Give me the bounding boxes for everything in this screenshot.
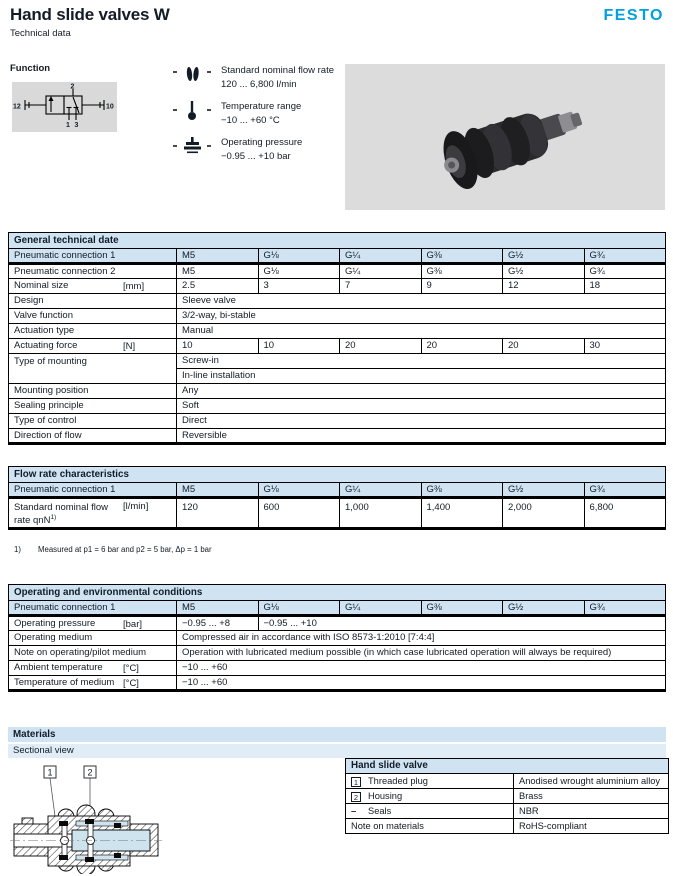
row-label: Note on operating/pilot medium — [9, 646, 177, 661]
section-title: Hand slide valve — [346, 759, 669, 774]
row-label: Actuation type — [9, 324, 177, 339]
general-technical-table — [8, 232, 666, 445]
cell: Operation with lubricated medium possible (in which case lubricated operation will always be required) — [177, 646, 666, 661]
cell: Reversible — [177, 429, 666, 444]
cell: G⅛ — [258, 249, 340, 264]
table-row — [9, 264, 666, 279]
feature-value: −10 ... +60 °C — [221, 115, 280, 126]
material-cell: Brass — [514, 789, 669, 804]
cell: G½ — [503, 601, 585, 616]
cell: Screw-in — [177, 354, 666, 369]
row-label: Temperature of medium [°C] — [9, 676, 177, 691]
valve-schematic — [12, 82, 117, 132]
cell: 6,800 — [584, 498, 666, 529]
table-row — [9, 483, 666, 498]
cell: G¼ — [340, 264, 422, 279]
cell: M5 — [177, 249, 259, 264]
page-subtitle: Technical data — [10, 28, 71, 39]
port-label-3: 3 — [74, 122, 79, 129]
product-photo — [345, 64, 665, 210]
cell: 120 — [177, 498, 259, 529]
cell: 3 — [258, 279, 340, 294]
flow-rate-table — [8, 466, 666, 530]
row-label: Sealing principle — [9, 399, 177, 414]
cell: 30 — [584, 339, 666, 354]
unit-label: [l/min] — [123, 501, 149, 512]
cell: 600 — [258, 498, 340, 529]
feature-value: −0.95 ... +10 bar — [221, 151, 291, 162]
table-row — [346, 804, 669, 819]
cell: 20 — [421, 339, 503, 354]
cell: Any — [177, 384, 666, 399]
thermometer-icon — [172, 100, 212, 128]
part-cell: – Seals — [346, 804, 514, 819]
port-label-1: 1 — [66, 122, 70, 129]
callout-2: 2 — [87, 767, 93, 778]
cell: 1,400 — [421, 498, 503, 529]
table-row — [9, 429, 666, 444]
unit-label: [°C] — [123, 663, 139, 674]
cell: Sleeve valve — [177, 294, 666, 309]
cell: −0.95 ... +8 — [177, 616, 259, 631]
materials-section-title: Materials — [8, 727, 666, 742]
cell: Soft — [177, 399, 666, 414]
festo-logo: FESTO — [603, 7, 664, 24]
part-cell: 1 Threaded plug — [346, 774, 514, 789]
feature-flow-rate — [172, 64, 334, 92]
cell: G⅜ — [421, 249, 503, 264]
cell: G¾ — [584, 601, 666, 616]
item-number-box: 2 — [351, 792, 361, 802]
row-label: Design — [9, 294, 177, 309]
table-row — [346, 789, 669, 804]
cell: G⅛ — [258, 483, 340, 498]
cell: 18 — [584, 279, 666, 294]
row-label: Pneumatic connection 1 — [9, 249, 177, 264]
feature-text — [221, 136, 302, 164]
page-title: Hand slide valves W — [10, 5, 170, 24]
cell: In-line installation — [177, 369, 666, 384]
footnote-text: Measured at p1 = 6 bar and p2 = 5 bar, Δp = 1 bar — [38, 545, 212, 554]
footnote-number: 1) — [14, 545, 21, 554]
cell: G⅛ — [258, 601, 340, 616]
row-label: Pneumatic connection 2 — [9, 264, 177, 279]
cell: 20 — [340, 339, 422, 354]
material-cell: RoHS-compliant — [514, 819, 669, 834]
callout-1: 1 — [47, 767, 53, 778]
table-row — [9, 498, 666, 529]
feature-title: Standard nominal flow rate — [221, 65, 335, 76]
cell: −0.95 ... +10 — [258, 616, 666, 631]
pressure-icon — [172, 136, 212, 164]
cell: G¾ — [584, 249, 666, 264]
table-row — [9, 354, 666, 369]
row-label: Direction of flow — [9, 429, 177, 444]
flow-rate-icon — [172, 64, 212, 92]
footnote — [14, 545, 212, 554]
unit-label: [N] — [123, 341, 136, 352]
table-row — [9, 414, 666, 429]
row-label: Type of mounting — [9, 354, 177, 384]
row-label: Mounting position — [9, 384, 177, 399]
feature-text — [221, 100, 301, 128]
table-row — [9, 324, 666, 339]
section-title: Flow rate characteristics — [9, 467, 666, 483]
cell: 2,000 — [503, 498, 585, 529]
material-cell: Anodised wrought aluminium alloy — [514, 774, 669, 789]
cell: Direct — [177, 414, 666, 429]
feature-title: Operating pressure — [221, 137, 303, 148]
feature-text — [221, 64, 334, 92]
cell: −10 ... +60 — [177, 661, 666, 676]
feature-value: 120 ... 6,800 l/min — [221, 79, 297, 90]
cell: G⅜ — [421, 264, 503, 279]
cell: 10 — [177, 339, 259, 354]
cell: G¾ — [584, 264, 666, 279]
table-row — [346, 819, 669, 834]
materials-table — [345, 758, 669, 834]
table-row — [9, 399, 666, 414]
material-cell: NBR — [514, 804, 669, 819]
cell: 2.5 — [177, 279, 259, 294]
table-row — [9, 601, 666, 616]
cell: G½ — [503, 249, 585, 264]
cell: G¼ — [340, 483, 422, 498]
feature-pressure — [172, 136, 302, 164]
cell: G¼ — [340, 249, 422, 264]
cell: 7 — [340, 279, 422, 294]
row-label: Note on materials — [346, 819, 514, 834]
table-section-header — [9, 585, 666, 601]
row-label: Ambient temperature [°C] — [9, 661, 177, 676]
table-row — [9, 294, 666, 309]
valve-cross-section-icon — [10, 762, 162, 874]
cell: M5 — [177, 601, 259, 616]
footnote-ref: 1) — [50, 513, 57, 521]
row-label: Actuating force [N] — [9, 339, 177, 354]
table-row — [9, 676, 666, 691]
cell: M5 — [177, 264, 259, 279]
cell: Manual — [177, 324, 666, 339]
valve-schematic-icon — [12, 82, 117, 132]
table-row — [9, 661, 666, 676]
row-label: Operating medium — [9, 631, 177, 646]
cell: G¾ — [584, 483, 666, 498]
table-row — [9, 384, 666, 399]
cell: G⅜ — [421, 483, 503, 498]
table-row — [9, 339, 666, 354]
row-label: Pneumatic connection 1 — [9, 601, 177, 616]
cell: 12 — [503, 279, 585, 294]
cell: G½ — [503, 483, 585, 498]
hand-slide-valve-image — [345, 64, 665, 210]
row-label: Operating pressure [bar] — [9, 616, 177, 631]
sectional-view-drawing — [10, 762, 162, 876]
cell: G½ — [503, 264, 585, 279]
row-label: Standard nominal flow [l/min] rate qnN$^{1)}$ — [9, 498, 177, 529]
cell: G¼ — [340, 601, 422, 616]
cell: 3/2-way, bi-stable — [177, 309, 666, 324]
port-label-10: 10 — [106, 103, 114, 111]
port-label-2: 2 — [70, 83, 75, 91]
table-row — [9, 249, 666, 264]
table-row — [9, 646, 666, 661]
feature-temperature — [172, 100, 301, 128]
row-label: Valve function — [9, 309, 177, 324]
cell: G⅛ — [258, 264, 340, 279]
table-row — [9, 616, 666, 631]
sectional-view-label: Sectional view — [8, 744, 666, 758]
cell: 9 — [421, 279, 503, 294]
item-number-box: 1 — [351, 777, 361, 787]
port-label-12: 12 — [13, 103, 21, 111]
section-title: Operating and environmental conditions — [9, 585, 666, 601]
cell: 1,000 — [340, 498, 422, 529]
feature-title: Temperature range — [221, 101, 302, 112]
table-section-header — [9, 233, 666, 249]
cell: 20 — [503, 339, 585, 354]
table-row — [9, 279, 666, 294]
table-row — [346, 774, 669, 789]
row-label: Type of control — [9, 414, 177, 429]
cell: −10 ... +60 — [177, 676, 666, 691]
row-label: Pneumatic connection 1 — [9, 483, 177, 498]
table-row — [9, 631, 666, 646]
cell: M5 — [177, 483, 259, 498]
part-cell: 2 Housing — [346, 789, 514, 804]
cell: 10 — [258, 339, 340, 354]
unit-label: [bar] — [123, 619, 143, 630]
item-dash: – — [351, 806, 357, 816]
table-row — [9, 309, 666, 324]
operating-conditions-table — [8, 584, 666, 692]
section-title: General technical date — [9, 233, 666, 249]
cell: Compressed air in accordance with ISO 8573-1:2010 [7:4:4] — [177, 631, 666, 646]
table-section-header — [9, 467, 666, 483]
table-section-header — [346, 759, 669, 774]
cell: G⅜ — [421, 601, 503, 616]
row-label: Nominal size [mm] — [9, 279, 177, 294]
unit-label: [mm] — [123, 281, 145, 292]
unit-label: [°C] — [123, 678, 139, 689]
function-label: Function — [10, 63, 51, 74]
